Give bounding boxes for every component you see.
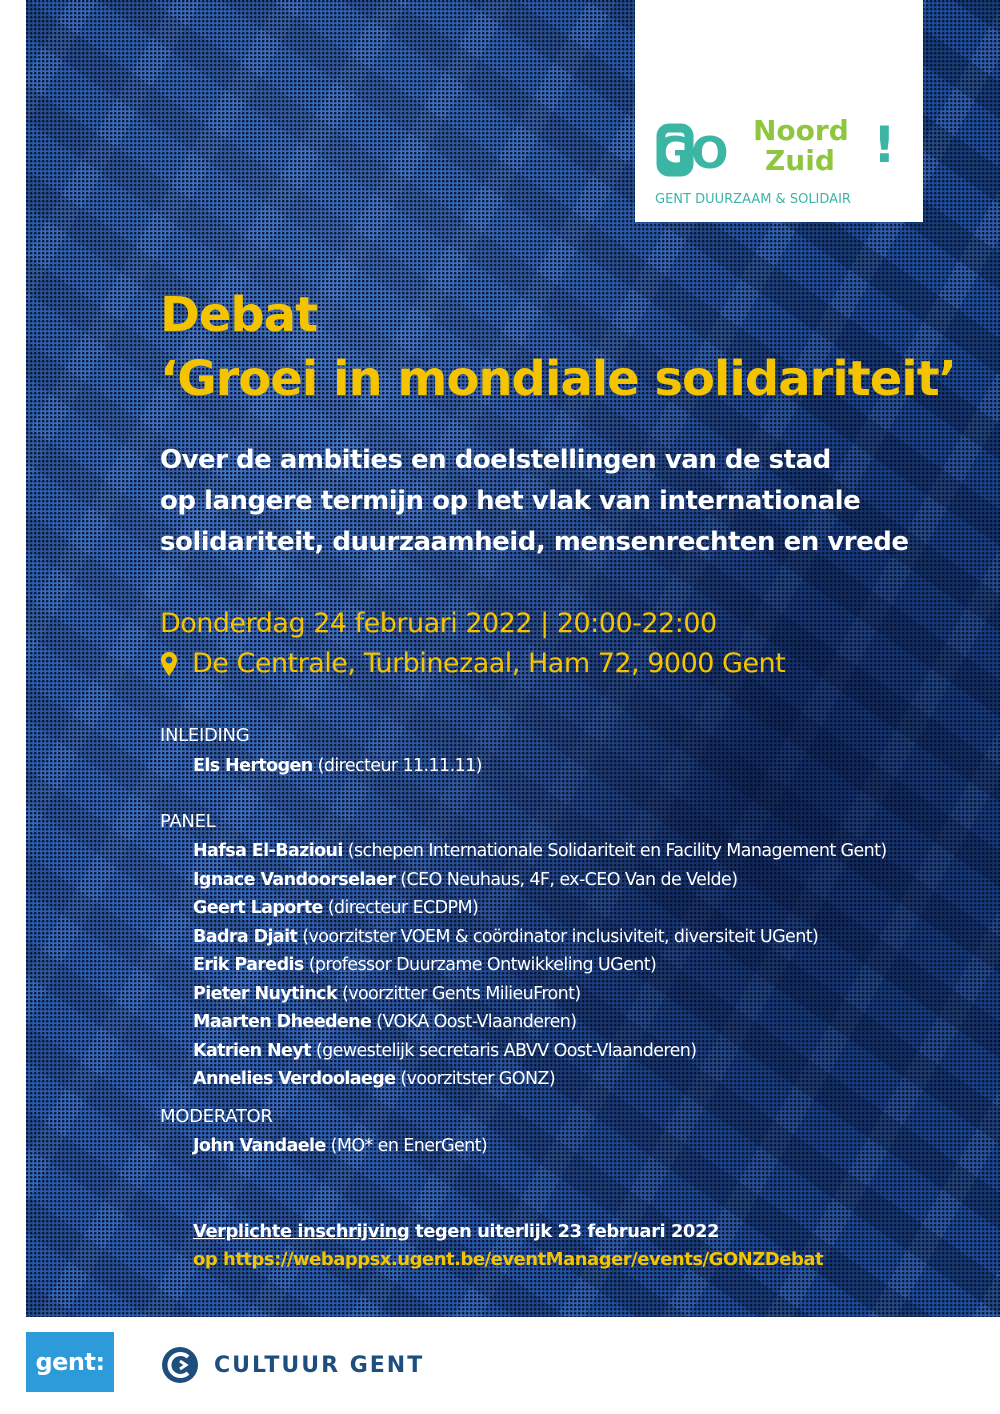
- panelist-name: Erik Paredis: [193, 955, 304, 975]
- panelist-name: Katrien Neyt: [193, 1040, 311, 1061]
- subtitle-line-3: solidariteit, duurzaamheid, mensenrechten en vrede: [160, 527, 909, 557]
- panelist-role: (professor Duurzame Ontwikkeling UGent): [303, 955, 657, 975]
- panelist-role: (gewestelijk secretaris ABVV Oost-Vlaanderen): [310, 1040, 697, 1061]
- panelist-name: Ignace Vandoorselaer: [193, 869, 396, 890]
- panelist-row: [193, 980, 581, 1009]
- speaker-name: Els Hertogen: [193, 756, 313, 776]
- title-line-1: Debat: [160, 287, 318, 343]
- registration-notice: [193, 1218, 719, 1246]
- registration-url[interactable]: op https://webappsx.ugent.be/eventManager/events/GONZDebat: [193, 1249, 824, 1270]
- logo-zuid-text: Zuid: [765, 144, 835, 177]
- event-venue: [160, 644, 785, 684]
- location-pin-icon: [160, 651, 178, 677]
- panelist-name: Geert Laporte: [193, 898, 323, 918]
- panelist-role: (voorzitter Gents MilieuFront): [337, 983, 581, 1004]
- title-line-2: ‘Groei in mondiale solidariteit’: [160, 351, 956, 407]
- speaker-role: (directeur 11.11.11): [312, 756, 482, 776]
- section-heading-panel: PANEL: [160, 811, 216, 832]
- event-date: Donderdag 24 februari 2022 | 20:00-22:00: [160, 608, 717, 639]
- panelist-row: [193, 1037, 697, 1066]
- gonz-logo-graphic: [635, 0, 923, 222]
- page-title: [160, 283, 956, 411]
- panelist-name: Annelies Verdoolaege: [193, 1069, 396, 1089]
- panelist-name: Badra Djait: [193, 926, 298, 947]
- panelist-name: Maarten Dheedene: [193, 1012, 372, 1032]
- moderator-name: John Vandaele: [193, 1136, 326, 1156]
- logo-tagline: GENT DUURZAAM & SOLIDAIR: [655, 192, 851, 207]
- gonz-logo: [635, 0, 923, 222]
- speaker-row: [193, 752, 482, 781]
- panelist-role: (voorzitster GONZ): [395, 1069, 556, 1089]
- cultuur-gent-text: CULTUUR GENT: [214, 1352, 425, 1378]
- panelist-row: [193, 866, 737, 895]
- registration-deadline: tegen uiterlijk 23 februari 2022: [409, 1221, 719, 1242]
- panelist-row: [193, 923, 818, 952]
- panelist-role: (schepen Internationale Solidariteit en Facility Management Gent): [342, 841, 887, 861]
- panelist-row: [193, 951, 656, 980]
- panelist-role: (directeur ECDPM): [322, 898, 479, 918]
- subtitle-line-1: Over de ambities en doelstellingen van de stad: [160, 445, 831, 475]
- panelist-role: (CEO Neuhaus, 4F, ex-CEO Van de Velde): [395, 869, 738, 890]
- cultuur-gent-logo: [160, 1340, 424, 1390]
- logo-go-text: GO: [655, 128, 729, 179]
- panelist-name: Pieter Nuytinck: [193, 983, 337, 1004]
- panelist-role: (VOKA Oost-Vlaanderen): [371, 1012, 577, 1032]
- panelist-row: [193, 1065, 555, 1094]
- subtitle: [160, 440, 940, 563]
- panelist-name: Hafsa El-Bazioui: [193, 841, 343, 861]
- venue-text: De Centrale, Turbinezaal, Ham 72, 9000 Gent: [192, 648, 786, 679]
- section-heading-moderator: MODERATOR: [160, 1106, 273, 1127]
- registration-required-label: Verplichte inschrijving: [193, 1221, 410, 1242]
- moderator-role: (MO* en EnerGent): [325, 1136, 488, 1156]
- panelist-role: (voorzitster VOEM & coördinator inclusiviteit, diversiteit UGent): [297, 926, 819, 947]
- panelist-row: [193, 894, 478, 923]
- logo-noord-text: Noord: [753, 114, 849, 147]
- panelist-row: [193, 1008, 577, 1037]
- subtitle-line-2: op langere termijn op het vlak van internationale: [160, 486, 861, 516]
- section-heading-inleiding: INLEIDING: [160, 725, 250, 746]
- moderator-row: [193, 1132, 487, 1161]
- gent-logo: gent:: [26, 1332, 114, 1392]
- panelist-row: [193, 837, 887, 866]
- cultuur-gent-emblem-icon: [160, 1345, 200, 1385]
- logo-exclaim-text: !: [873, 116, 896, 174]
